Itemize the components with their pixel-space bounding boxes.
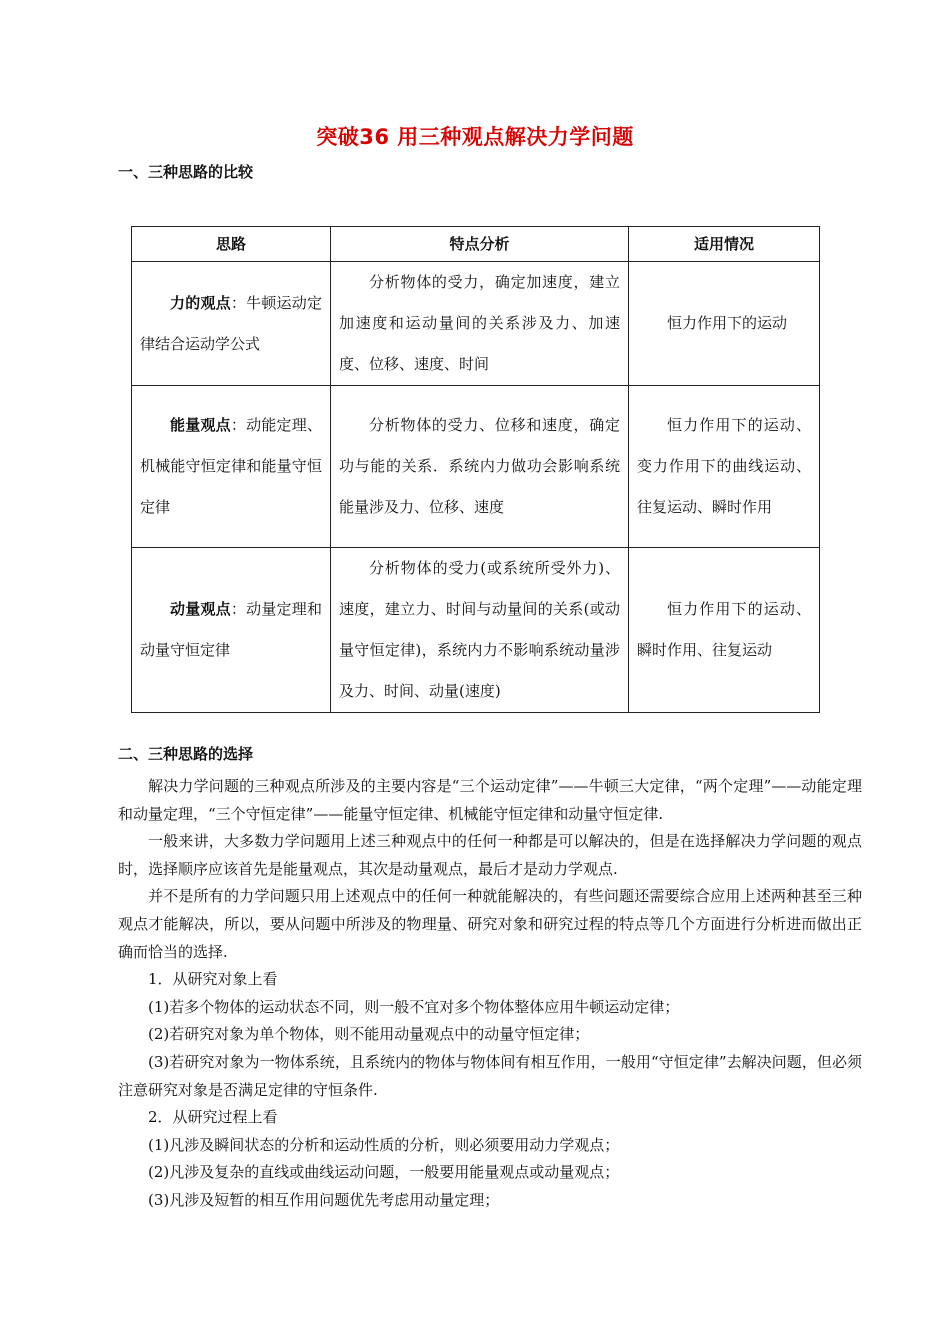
section-heading-selection: 二、三种思路的选择 [118, 745, 254, 763]
list-item: (3)若研究对象为一物体系统，且系统内的物体与物体间有相互作用，一般用“守恒定律”去解决问题，但必须注意研究对象是否满足定律的守恒条件. [118, 1052, 862, 1099]
list-item: (1)凡涉及瞬间状态的分析和运动性质的分析，则必须要用动力学观点； [148, 1135, 620, 1154]
applicable-text: 恒力作用下的运动、瞬时作用、往复运动 [637, 600, 811, 659]
idea-desc: ：牛顿运动定律结合运动学公式 [140, 293, 322, 353]
applicable-text: 恒力作用下的运动 [667, 314, 788, 332]
analysis-text: 分析物体的受力、位移和速度，确定功与能的关系．系统内力做功会影响系统能量涉及力、位移、速度 [339, 416, 620, 516]
table-row [132, 262, 820, 386]
analysis-text: 分析物体的受力，确定加速度，建立加速度和运动量间的关系涉及力、加速度、位移、速度、时间 [339, 273, 620, 373]
list-item: (1)若多个物体的运动状态不同，则一般不宜对多个物体整体应用牛顿运动定律； [148, 997, 680, 1016]
idea-name: 能量观点 [170, 416, 231, 434]
header-applicable: 适用情况 [629, 227, 820, 262]
section-heading-comparison: 一、三种思路的比较 [118, 163, 254, 181]
idea-cell [132, 262, 331, 386]
list-item: (3)凡涉及短暂的相互作用问题优先考虑用动量定理； [148, 1190, 500, 1209]
applicable-cell [629, 262, 820, 386]
analysis-cell [331, 386, 629, 548]
selection-body [118, 773, 862, 1215]
idea-cell [132, 548, 331, 713]
applicable-cell [629, 386, 820, 548]
paragraph: 并不是所有的力学问题只用上述观点中的任何一种就能解决的，有些问题还需要综合应用上述两种甚至三种观点才能解决，所以，要从问题中所涉及的物理量、研究对象和研究过程的特点等几个方面进行分析进而做出正确而恰当的选择. [118, 887, 862, 961]
idea-name: 动量观点 [170, 600, 231, 618]
list-item: (2)若研究对象为单个物体，则不能用动量观点中的动量守恒定律； [148, 1025, 590, 1044]
page-title: 突破36 用三种观点解决力学问题 [316, 125, 634, 149]
idea-cell [132, 386, 331, 548]
subheading-research-process: 2．从研究过程上看 [148, 1108, 278, 1127]
analysis-cell [331, 262, 629, 386]
idea-desc: ：动量定理和动量守恒定律 [140, 600, 322, 659]
paragraph: 一般来讲，大多数力学问题用上述三种观点中的任何一种都是可以解决的，但是在选择解决力学问题的观点时，选择顺序应该首先是能量观点，其次是动量观点，最后才是动力学观点. [118, 832, 862, 878]
paragraph: 解决力学问题的三种观点所涉及的主要内容是“三个运动定律”——牛顿三大定律，“两个定理”——动能定理和动量定理，“三个守恒定律”——能量守恒定律、机械能守恒定律和动量守恒定律. [118, 777, 862, 823]
idea-desc: ：动能定理、机械能守恒定律和能量守恒定律 [140, 416, 322, 516]
header-analysis: 特点分析 [331, 227, 629, 262]
idea-name: 力的观点 [170, 293, 231, 312]
applicable-cell [629, 548, 820, 713]
header-idea: 思路 [132, 227, 331, 262]
subheading-research-object: 1．从研究对象上看 [148, 970, 278, 989]
list-item: (2)凡涉及复杂的直线或曲线运动问题，一般要用能量观点或动量观点； [148, 1163, 620, 1182]
table-header-row [132, 227, 820, 262]
table-row [132, 386, 820, 548]
analysis-cell [331, 548, 629, 713]
table-row [132, 548, 820, 713]
comparison-table [131, 226, 820, 713]
analysis-text: 分析物体的受力(或系统所受外力)、速度，建立力、时间与动量间的关系(或动量守恒定律)，系统内力不影响系统动量涉及力、时间、动量(速度) [339, 559, 620, 700]
applicable-text: 恒力作用下的运动、变力作用下的曲线运动、往复运动、瞬时作用 [637, 416, 811, 516]
